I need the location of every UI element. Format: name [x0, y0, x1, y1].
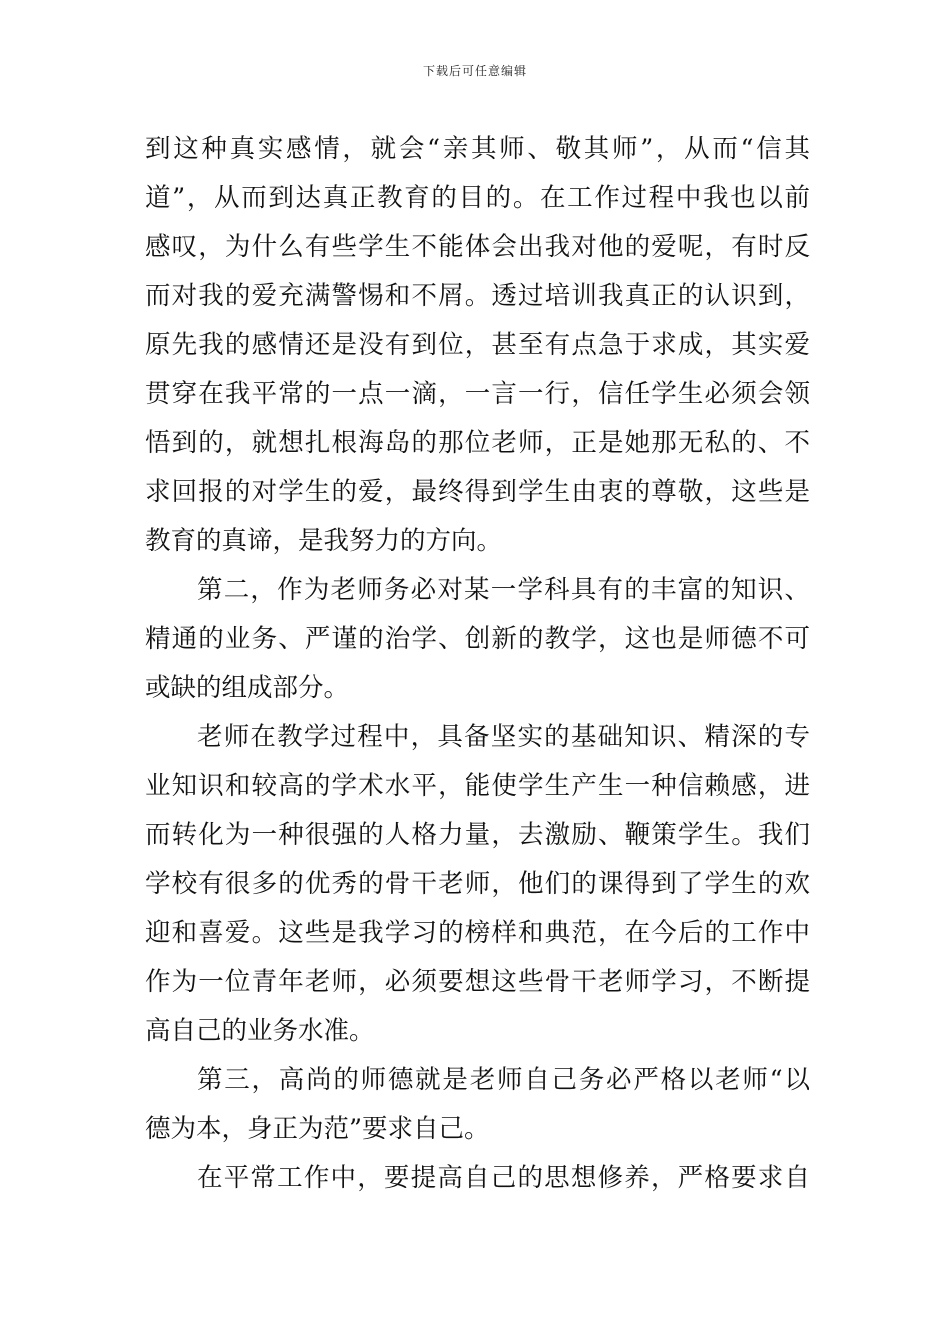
text-line: 精通的业务、严谨的治学、创新的教学，这也是师德不可: [145, 624, 810, 654]
text-line: 贯穿在我平常的一点一滴，一言一行，信任学生必须会领: [145, 379, 810, 409]
paragraph-first-line: 老师在教学过程中，具备坚实的基础知识、精深的专: [197, 722, 810, 752]
text-line: 迎和喜爱。这些是我学习的榜样和典范，在今后的工作中: [145, 918, 810, 948]
text-line: 德为本，身正为范”要求自己。: [145, 1114, 490, 1144]
text-line: 感叹，为什么有些学生不能体会出我对他的爱呢，有时反: [145, 232, 810, 262]
text-line: 业知识和较高的学术水平，能使学生产生一种信赖感，进: [145, 771, 810, 801]
text-line: 到这种真实感情，就会“亲其师、敬其师”，从而“信其: [145, 134, 810, 164]
text-line: 或缺的组成部分。: [145, 673, 350, 703]
text-line: 求回报的对学生的爱，最终得到学生由衷的尊敬，这些是: [145, 477, 810, 507]
text-line: 原先我的感情还是没有到位，甚至有点急于求成，其实爱: [145, 330, 810, 360]
page-header: 下载后可任意编辑: [422, 64, 527, 78]
text-line: 而转化为一种很强的人格力量，去激励、鞭策学生。我们: [145, 820, 810, 850]
text-line: 作为一位青年老师，必须要想这些骨干老师学习，不断提: [145, 967, 810, 997]
text-line: 而对我的爱充满警惕和不屑。透过培训我真正的认识到，: [145, 281, 810, 311]
paragraph-first-line: 第三，高尚的师德就是老师自己务必严格以老师“以: [197, 1065, 810, 1095]
text-line: 教育的真谛，是我努力的方向。: [145, 526, 503, 556]
text-line: 道”，从而到达真正教育的目的。在工作过程中我也以前: [145, 183, 810, 213]
paragraph-first-line: 第二，作为老师务必对某一学科具有的丰富的知识、: [197, 575, 810, 605]
body-text: [145, 125, 810, 1203]
text-line: 学校有很多的优秀的骨干老师，他们的课得到了学生的欢: [145, 869, 810, 899]
paragraph-first-line: 在平常工作中，要提高自己的思想修养，严格要求自: [197, 1163, 810, 1193]
text-line: 悟到的，就想扎根海岛的那位老师，正是她那无私的、不: [145, 428, 810, 458]
text-line: 高自己的业务水准。: [145, 1016, 375, 1046]
